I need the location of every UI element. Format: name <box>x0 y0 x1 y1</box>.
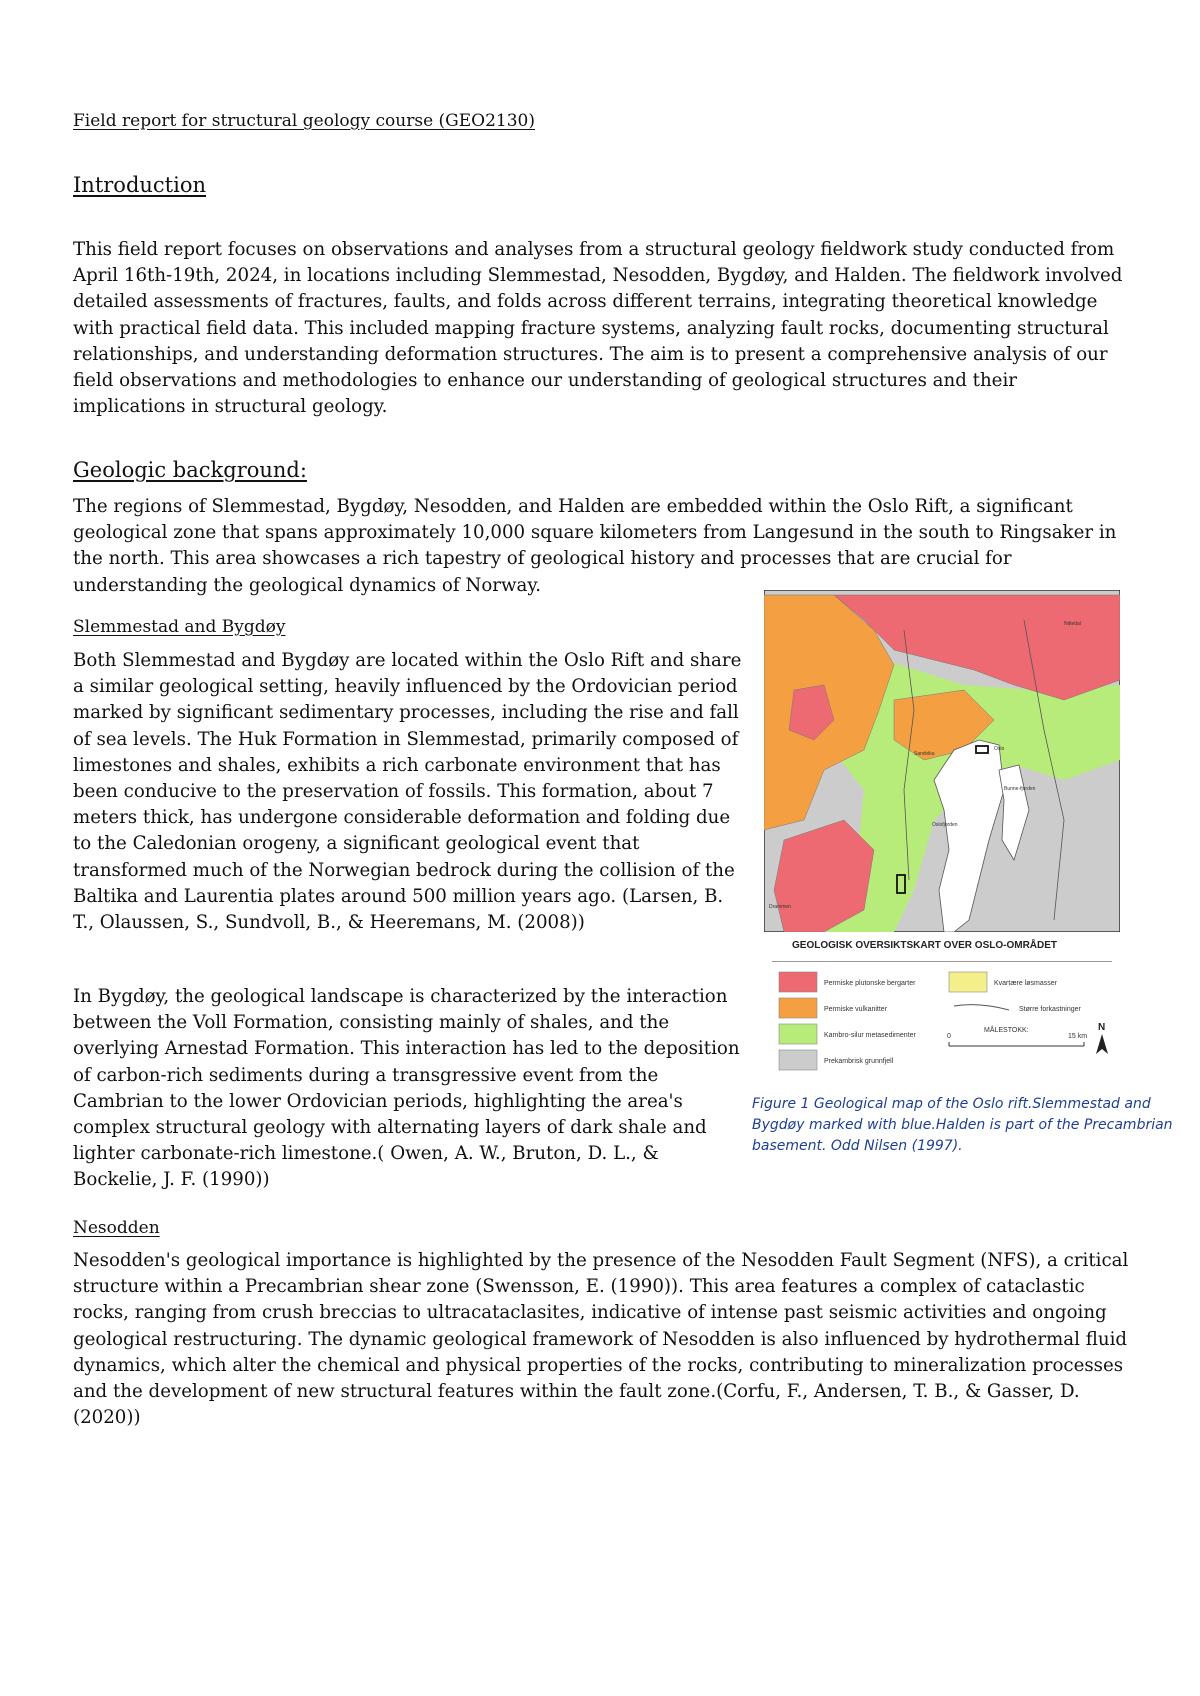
north-label: N <box>1098 1022 1106 1033</box>
place-label: Bunne-fjorden <box>1004 786 1036 792</box>
legend-label: Større forkastninger <box>1019 1006 1081 1013</box>
place-label: Oslofjorden <box>932 822 958 828</box>
geologic-background-paragraph: The regions of Slemmestad, Bygdøy, Nesodden, and Halden are embedded within the Oslo Rift, a significant geological zone that spans approximately 10,000 square kilometers from Langesund in the south to Ringsaker in the north. This area showcases a rich tapestry of geological history and processes that are crucial for understanding the geological dynamics of Norway. <box>73 496 1117 596</box>
scale-end: 15 km <box>1068 1033 1088 1040</box>
legend-swatch-cambro-silurian <box>779 1024 817 1044</box>
legend-swatch-plutonic <box>779 972 817 992</box>
north-arrow-icon <box>1096 1034 1108 1054</box>
introduction-paragraph: This field report focuses on observations and analyses from a structural geology fieldwork study conducted from April 16th-19th, 2024, in locations including Slemmestad, Nesodden, Bygdøy, and Halden. The fieldwork involved detailed assessments of fractures, faults, and folds across different terrains, integrating theoretical knowledge with practical field data. This included mapping fracture systems, analyzing fault rocks, documenting structural relationships, and understanding deformation structures. The aim is to present a comprehensive analysis of our field observations and methodologies to enhance our understanding of geological structures and their implications in structural geology. <box>73 239 1123 418</box>
legend-swatch-precambrian <box>779 1050 817 1070</box>
legend-label: Permiske vulkanitter <box>824 1006 888 1013</box>
nesodden-paragraph: Nesodden's geological importance is highlighted by the presence of the Nesodden Fault Segment (NFS), a critical structure within a Precambrian shear zone (Swensson, E. (1990)). This area features a complex of cataclastic rocks, ranging from crush breccias to ultracataclasites, indicative of intense past seismic activities and ongoing geological restructuring. The dynamic geological framework of Nesodden is also influenced by hydrothermal fluid dynamics, which alter the chemical and physical properties of the rocks, contributing to mineralization processes and the development of new structural features within the fault zone.(Corfu, F., Andersen, T. B., & Gasser, D. (2020)) <box>73 1250 1129 1429</box>
slemmestad-paragraph: Both Slemmestad and Bygdøy are located within the Oslo Rift and share a similar geological setting, heavily influenced by the Ordovician period marked by significant sedimentary processes, including the rise and fall of sea levels. The Huk Formation in Slemmestad, primarily composed of limestones and shales, exhibits a rich carbonate environment that has been conducive to the preservation of fossils. This formation, about 7 meters thick, has undergone considerable deformation and folding due to the Caledonian orogeny, a significant geological event that transformed much of the Norwegian bedrock during the collision of the Baltika and Laurentia plates around 500 million years ago. (Larsen, B. T., Olaussen, S., Sundvoll, B., & Heeremans, M. (2008)) <box>73 650 742 934</box>
legend-divider <box>772 961 1112 962</box>
place-label: Sandvika <box>914 751 935 757</box>
legend-fault-symbol <box>954 1005 1009 1010</box>
map-title: GEOLOGISK OVERSIKTSKART OVER OSLO-OMRÅDET <box>792 940 1058 951</box>
place-label: Nittedal <box>1064 621 1081 627</box>
scale-start: 0 <box>947 1033 951 1040</box>
legend-label: Kambro-silur metasedimenter <box>824 1032 916 1039</box>
slemmestad-bygdoy-heading: Slemmestad and Bygdøy <box>73 617 286 637</box>
geological-map <box>764 590 1120 932</box>
legend-label: Kvartære løsmasser <box>994 980 1058 987</box>
figure-caption: Figure 1 Geological map of the Oslo rift.Slemmestad and Bygdøy marked with blue.Halden is part of the Precambrian basement. Odd Nilsen (1997). <box>752 1096 1173 1154</box>
report-title: Field report for structural geology course (GEO2130) <box>73 111 535 131</box>
place-label: Drammen <box>769 904 791 910</box>
nesodden-heading: Nesodden <box>73 1218 160 1238</box>
legend-swatch-volcanics <box>779 998 817 1018</box>
legend-swatch-quaternary <box>949 972 987 992</box>
legend-label: Permiske plutonske bergarter <box>824 980 916 987</box>
geologic-background-heading: Geologic background: <box>73 458 307 482</box>
introduction-heading: Introduction <box>73 173 206 197</box>
bygdoy-paragraph: In Bygdøy, the geological landscape is characterized by the interaction between the Voll Formation, consisting mainly of shales, and the overlying Arnestad Formation. This interaction has led to the deposition of carbon-rich sediments during a transgressive event from the Cambrian to the lower Ordovician periods, highlighting the area's complex structural geology with alternating layers of dark shale and lighter carbonate-rich limestone.( Owen, A. W., Bruton, D. L., & Bockelie, J. F. (1990)) <box>73 986 740 1191</box>
place-label: Oslo <box>994 746 1005 752</box>
map-legend <box>764 936 1120 1086</box>
scale-label: MÅLESTOKK: <box>984 1027 1029 1034</box>
legend-label: Prekambrisk grunnfjell <box>824 1058 894 1065</box>
